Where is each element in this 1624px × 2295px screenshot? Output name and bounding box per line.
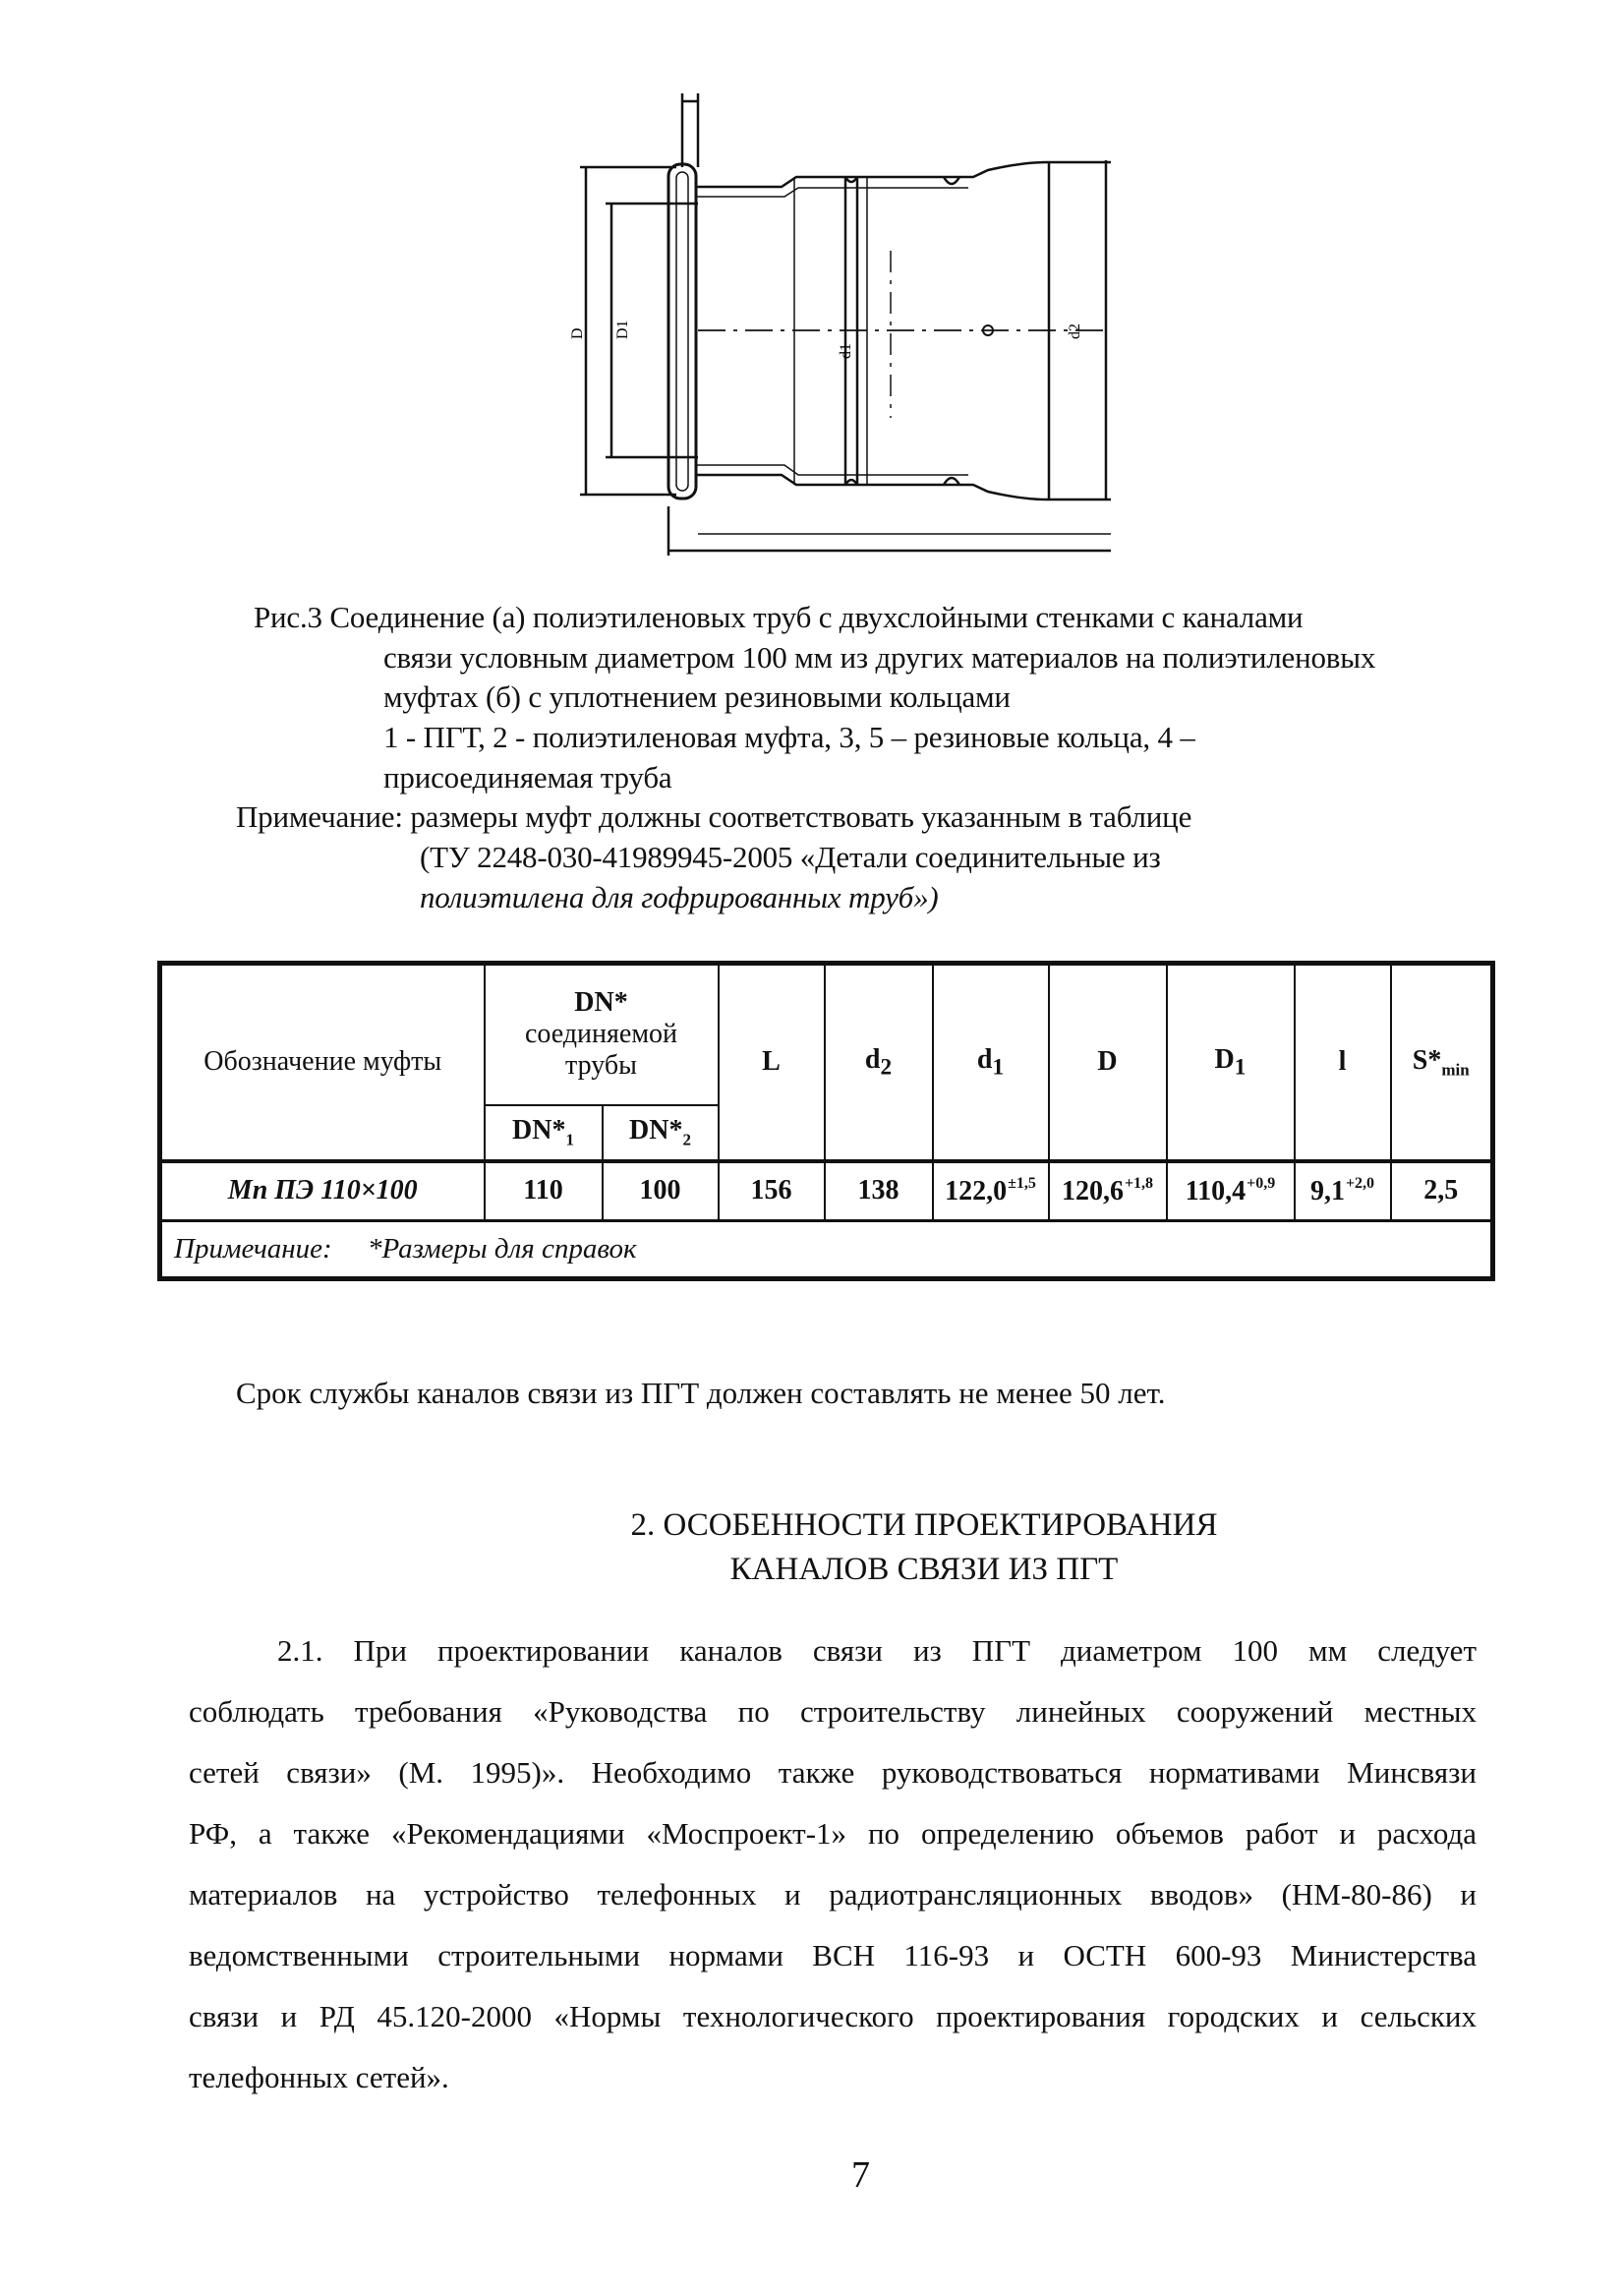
cell-designation: Мп ПЭ 110×100 [160, 1161, 485, 1221]
label-d1: d1 [838, 343, 854, 359]
section-title-line-2: КАНАЛОВ СВЯЗИ ИЗ ПГТ [729, 1552, 1119, 1587]
header-dn-sub: соединяемой трубы [524, 1019, 678, 1082]
section-title-line-1: 2. ОСОБЕННОСТИ ПРОЕКТИРОВАНИЯ [630, 1507, 1218, 1543]
caption-note-text: размеры муфт должны соответствовать указанным в таблице [410, 799, 1192, 834]
header-dn1-main: DN* [512, 1114, 566, 1146]
header-D: D [1049, 964, 1167, 1161]
cell-D-tolerance: +1,8 [1124, 1174, 1154, 1192]
header-l: l [1295, 964, 1391, 1161]
paragraph-line-7: связи и РД 45.120-2000 «Нормы технологического проектирования городских и сельских [189, 1999, 1477, 2033]
header-dn [485, 964, 719, 1105]
table-note-text: *Размеры для справок [367, 1233, 637, 1265]
table-note [160, 1221, 1493, 1279]
cell-d1-value: 122,0 [945, 1175, 1008, 1206]
cell-s: 2,5 [1391, 1161, 1493, 1221]
cell-D1 [1167, 1161, 1295, 1221]
header-s-main: S* [1412, 1044, 1442, 1076]
page-number: 7 [851, 2154, 870, 2196]
header-L: L [719, 964, 825, 1161]
header-d1-main: d [976, 1043, 993, 1075]
cell-D1-value: 110,4 [1185, 1175, 1247, 1206]
paragraph-line-5: материалов на устройство телефонных и радиотрансляционных вводов» (НМ-80-86) и [189, 1877, 1477, 1912]
header-dn-top: DN* [574, 987, 628, 1019]
caption-line-2: связи условным диаметром 100 мм из других материалов на полиэтиленовых [383, 640, 1376, 675]
header-dn1 [485, 1105, 603, 1161]
header-s-sub: min [1441, 1060, 1470, 1080]
paragraph-line-1: 2.1. При проектировании каналов связи из ПГТ диаметром 100 мм следует [277, 1633, 1477, 1668]
table-row [160, 1161, 1493, 1221]
section-paragraph [189, 1620, 1477, 2108]
caption-note-label: Примечание: [236, 799, 403, 834]
paragraph-line-6: ведомственными строительными нормами ВСН 116-93 и ОСТН 600-93 Министерства [189, 1938, 1477, 1972]
caption-line-5: присоединяемая труба [383, 760, 672, 794]
header-D1-sub: 1 [1234, 1054, 1247, 1081]
caption-note-line-2: (ТУ 2248-030-41989945-2005 «Детали соединительные из [420, 840, 1161, 874]
cell-l [1295, 1161, 1391, 1221]
caption-note [236, 798, 1191, 835]
cell-D-value: 120,6 [1061, 1175, 1124, 1206]
caption-line-3: муфтах (б) с уплотнением резиновыми кольцами [383, 679, 1011, 714]
header-d2-main: d [864, 1043, 881, 1075]
cell-dn1: 110 [485, 1161, 603, 1221]
header-d2-sub: 2 [880, 1054, 893, 1081]
coupling-drawing [560, 93, 1111, 565]
header-d1-sub: 1 [992, 1054, 1005, 1081]
header-d2 [825, 964, 933, 1161]
label-D: D [569, 327, 586, 339]
header-d1 [933, 964, 1049, 1161]
cell-d1 [933, 1161, 1049, 1221]
cell-d2: 138 [825, 1161, 933, 1221]
service-life-text: Срок службы каналов связи из ПГТ должен составлять не менее 50 лет. [236, 1376, 1166, 1410]
table-note-label: Примечание: [174, 1233, 332, 1265]
table-note-row [160, 1221, 1493, 1279]
paragraph-line-8: телефонных сетей». [189, 2060, 449, 2094]
header-dn2 [603, 1105, 719, 1161]
header-dn1-sub: 1 [565, 1130, 574, 1149]
cell-L: 156 [719, 1161, 825, 1221]
header-s [1391, 964, 1493, 1161]
caption-line-4: 1 - ПГТ, 2 - полиэтиленовая муфта, 3, 5 – резиновые кольца, 4 – [383, 720, 1195, 754]
cell-d1-tolerance: ±1,5 [1008, 1174, 1036, 1192]
header-dn2-sub: 2 [682, 1130, 691, 1149]
cell-dn2: 100 [603, 1161, 719, 1221]
cell-l-value: 9,1 [1309, 1175, 1345, 1206]
header-D1-main: D [1214, 1043, 1235, 1075]
paragraph-line-2: соблюдать требования «Руководства по строительству линейных сооружений местных [189, 1694, 1477, 1729]
cell-D [1049, 1161, 1167, 1221]
paragraph-line-3: сетей связи» (М. 1995)». Необходимо также руководствоваться нормативами Минсвязи [189, 1755, 1477, 1790]
header-designation: Обозначение муфты [160, 964, 485, 1161]
caption-note-line-3: полиэтилена для гофрированных труб») [420, 880, 939, 914]
header-dn2-main: DN* [629, 1114, 683, 1146]
cell-D1-tolerance: +0,9 [1247, 1174, 1276, 1192]
paragraph-line-4: РФ, а также «Рекомендациями «Моспроект-1» по определению объемов работ и расхода [189, 1816, 1477, 1851]
coupling-spec-table [157, 961, 1495, 1281]
label-D1: D1 [614, 320, 631, 339]
cell-l-tolerance: +2,0 [1345, 1174, 1375, 1192]
label-d2: d2 [1067, 324, 1083, 339]
caption-line-1: Рис.3 Соединение (а) полиэтиленовых труб с двухслойными стенками с каналами [254, 600, 1304, 634]
header-D1 [1167, 964, 1295, 1161]
